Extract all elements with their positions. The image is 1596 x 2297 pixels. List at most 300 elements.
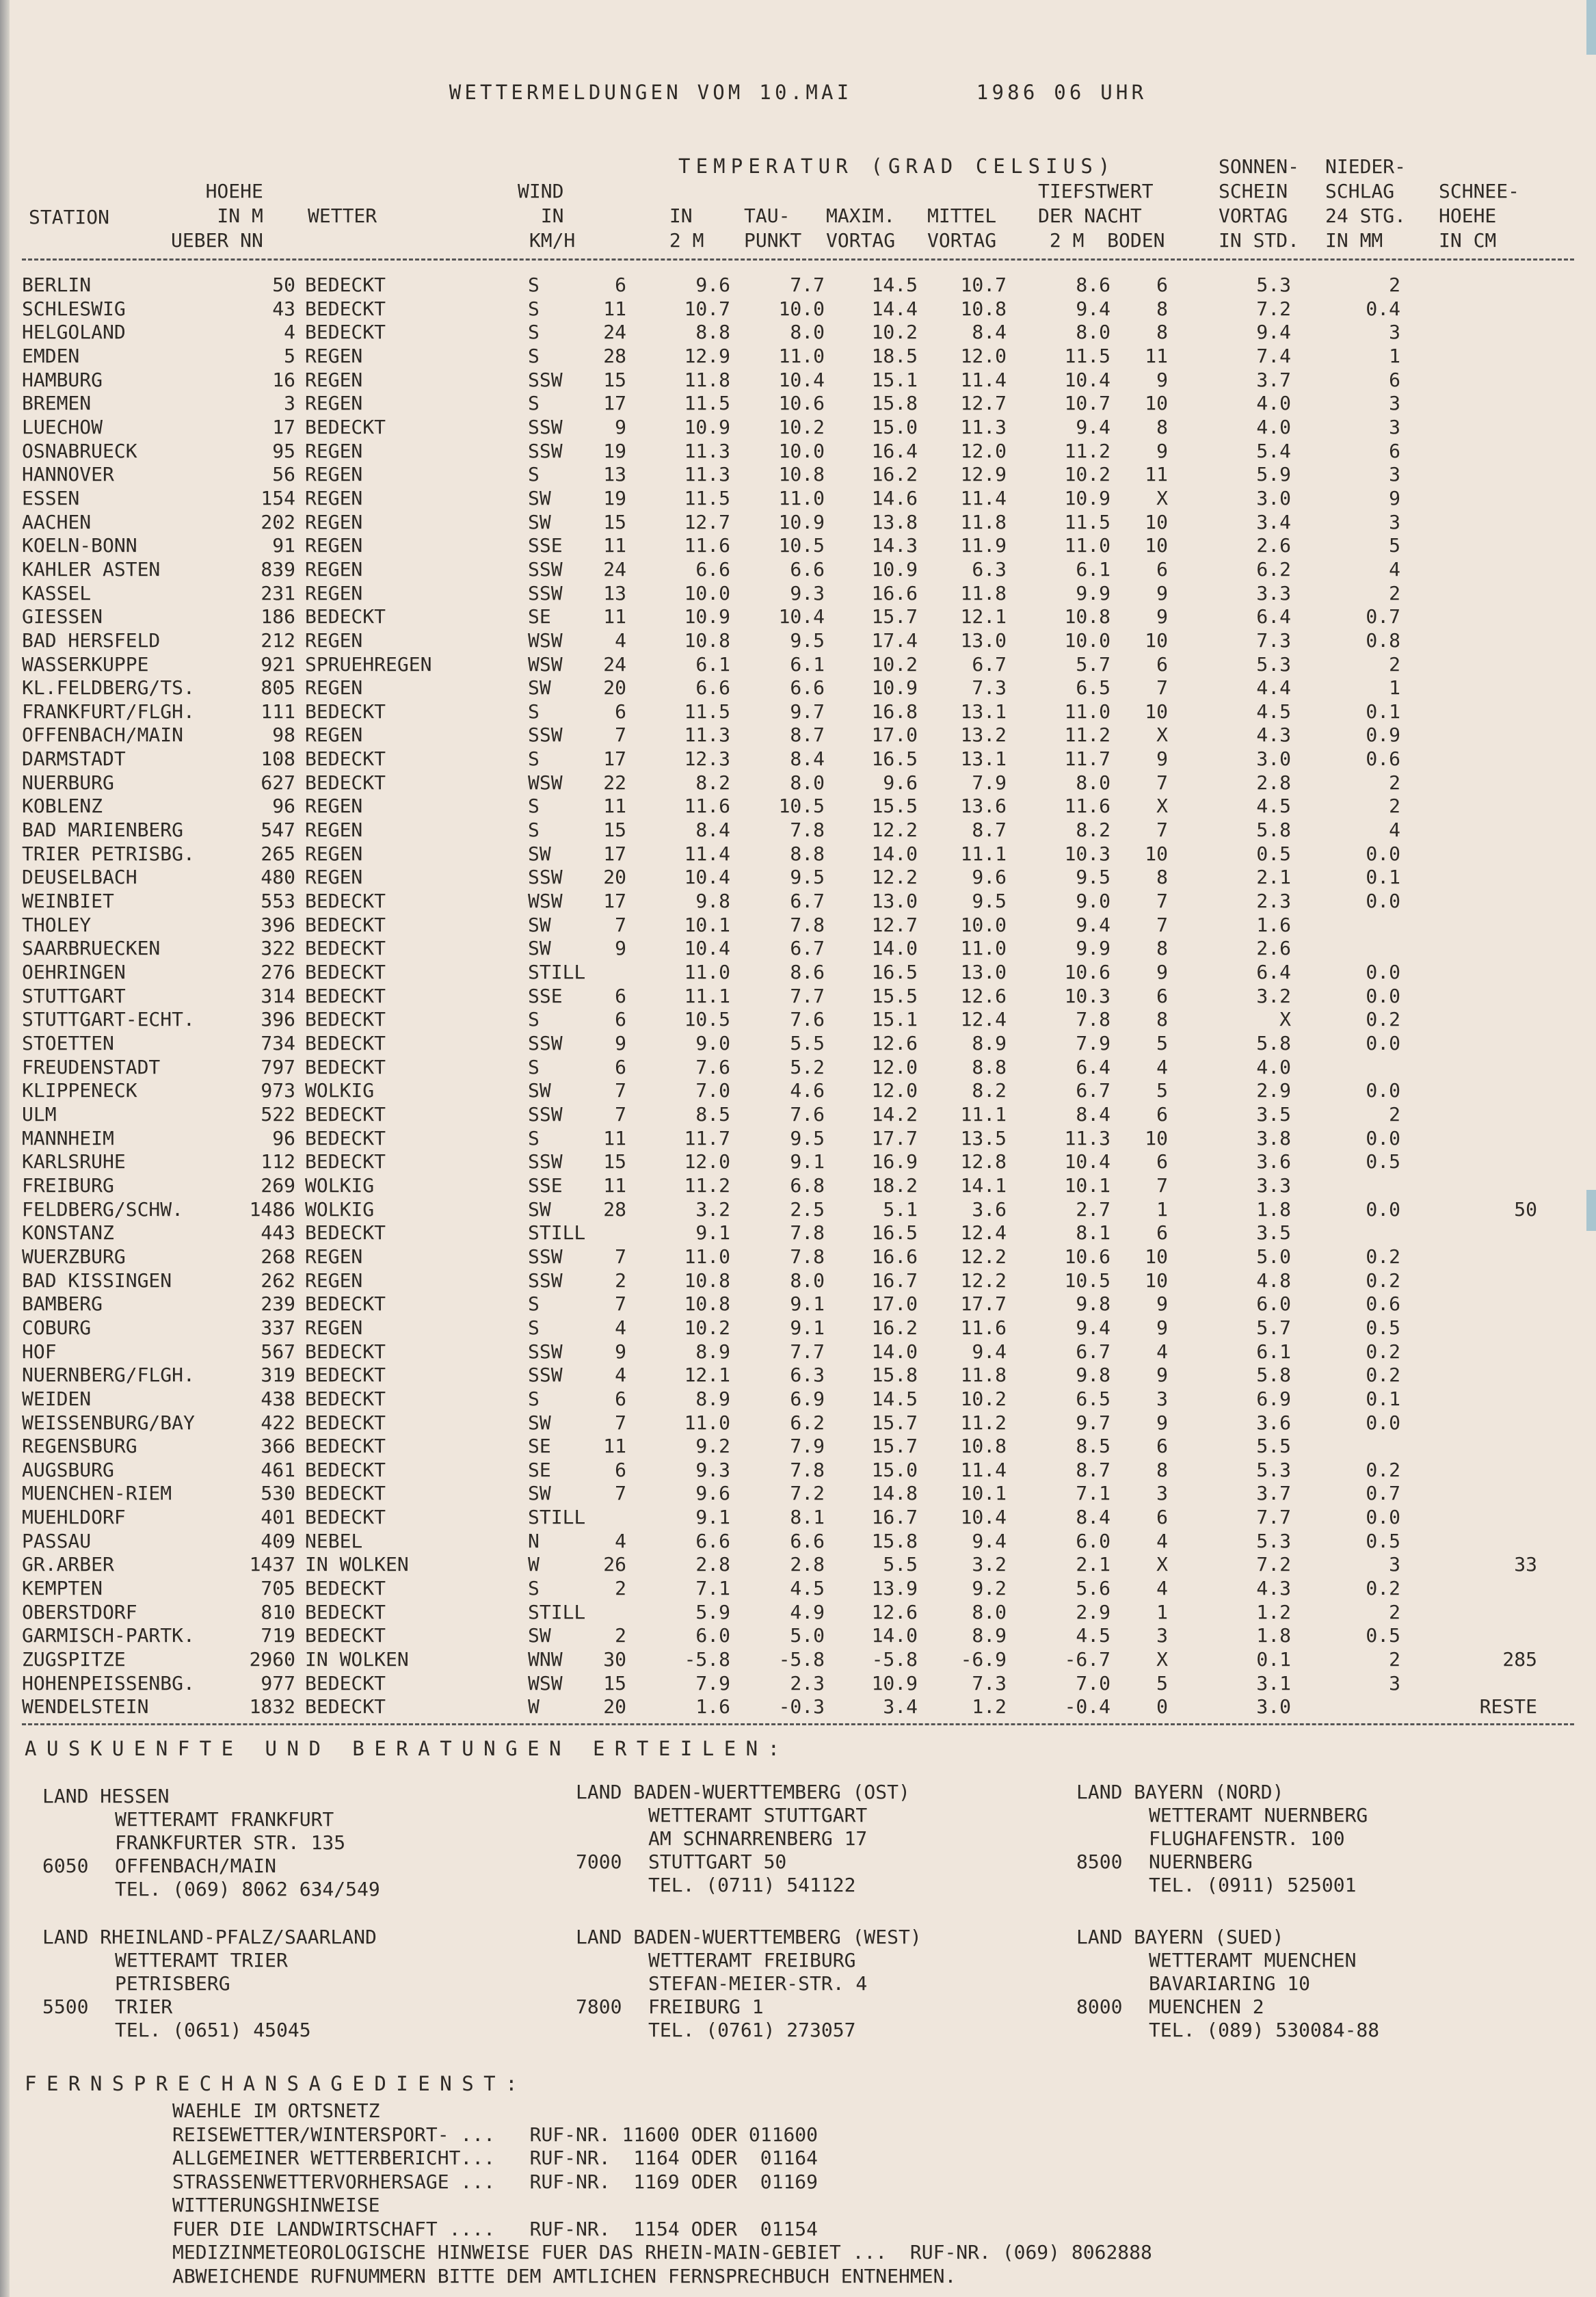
mean-temp: 12.4 <box>960 1221 1007 1245</box>
max-temp: 13.8 <box>871 510 918 533</box>
temp-2m: 9.1 <box>695 1506 730 1529</box>
elevation: 268 <box>261 1245 295 1268</box>
temp-2m: 10.5 <box>684 1008 730 1031</box>
wind-speed <box>588 961 626 985</box>
mean-temp: 12.4 <box>960 1008 1007 1031</box>
precipitation: 5 <box>1389 534 1400 557</box>
wind-speed: 7 <box>615 1245 626 1268</box>
precipitation: 0.0 <box>1366 1197 1400 1221</box>
elevation: 108 <box>261 747 295 771</box>
wind-direction: SSW <box>528 557 563 581</box>
elevation: 5 <box>284 344 295 367</box>
station-name: BAD HERSFELD <box>22 628 161 652</box>
table-row <box>22 534 1537 558</box>
street-address: FRANKFURTER STR. 135 <box>115 1831 346 1854</box>
weather: BEDECKT <box>305 890 386 913</box>
min-temp-2m: 11.6 <box>1064 795 1110 818</box>
table-row <box>22 1150 1537 1174</box>
snow-depth <box>1400 440 1537 464</box>
temp-2m: 11.0 <box>684 961 730 984</box>
street-address: BAVARIARING 10 <box>1149 1972 1311 1995</box>
table-row <box>22 1269 1537 1293</box>
precipitation: 0.2 <box>1366 1340 1400 1363</box>
min-temp-2m: 10.4 <box>1064 1150 1110 1173</box>
station-name: SCHLESWIG <box>22 297 126 320</box>
weather: REGEN <box>305 1269 363 1292</box>
mean-temp: 9.4 <box>972 1340 1007 1363</box>
temp-2m: 10.8 <box>684 1269 730 1292</box>
auskuenfte-title: AUSKUENFTE UND BERATUNGEN ERTEILEN: <box>25 1737 790 1760</box>
dewpoint: 10.4 <box>778 605 825 628</box>
mean-temp: 10.2 <box>960 1387 1007 1410</box>
dewpoint: 8.8 <box>790 842 825 865</box>
precipitation: 0.0 <box>1366 961 1400 984</box>
temp-2m: 11.6 <box>684 795 730 818</box>
mean-temp: 13.2 <box>960 723 1007 747</box>
elevation: 96 <box>272 795 295 818</box>
precipitation <box>1291 914 1400 938</box>
snow-depth <box>1400 1340 1537 1364</box>
header-tiefstwert: TIEFSTWERT DER NACHT 2 M BODEN <box>1038 180 1165 252</box>
region-name: LAND RHEINLAND-PFALZ/SAARLAND <box>42 1926 377 1948</box>
weather: REGEN <box>305 866 363 889</box>
min-temp-2m: 9.8 <box>1076 1292 1110 1316</box>
station-name: STUTTGART-ECHT. <box>22 1008 195 1031</box>
dewpoint: 9.1 <box>790 1292 825 1316</box>
dewpoint: 5.0 <box>790 1624 825 1647</box>
mean-temp: 11.3 <box>960 415 1007 438</box>
sunshine-hours: 7.4 <box>1256 344 1291 367</box>
wind-speed: 2 <box>615 1269 626 1292</box>
elevation: 239 <box>261 1292 295 1316</box>
table-row <box>22 1103 1537 1127</box>
office-name: WETTERAMT MUENCHEN <box>1149 1949 1357 1971</box>
min-temp-2m: 9.4 <box>1076 1316 1110 1339</box>
dewpoint: 7.8 <box>790 819 825 842</box>
table-row <box>22 297 1537 321</box>
sunshine-hours: 2.6 <box>1256 534 1291 557</box>
weather: BEDECKT <box>305 1292 386 1316</box>
elevation: 4 <box>284 321 295 344</box>
sunshine-hours: 6.0 <box>1256 1292 1291 1316</box>
table-row <box>22 700 1537 724</box>
station-name: KARLSRUHE <box>22 1150 126 1173</box>
street-address: AM SCHNARRENBERG 17 <box>648 1827 868 1850</box>
min-temp-ground: 9 <box>1156 368 1168 391</box>
table-row <box>22 961 1537 985</box>
mean-temp: 13.0 <box>960 628 1007 652</box>
wind-speed: 7 <box>615 1102 626 1126</box>
dewpoint: 2.8 <box>790 1553 825 1576</box>
wind-speed <box>588 1221 626 1245</box>
elevation: 396 <box>261 913 295 936</box>
max-temp: 14.2 <box>871 1102 918 1126</box>
max-temp: 14.4 <box>871 297 918 320</box>
snow-depth <box>1400 1127 1537 1151</box>
wind-speed: 4 <box>615 1529 626 1552</box>
dewpoint: 8.4 <box>790 747 825 771</box>
header-mittel: MITTEL VORTAG <box>927 204 997 252</box>
city-line <box>42 1995 377 2019</box>
max-temp: 15.0 <box>871 1458 918 1481</box>
min-temp-2m: 8.4 <box>1076 1102 1110 1126</box>
min-temp-2m: 4.5 <box>1076 1624 1110 1647</box>
sunshine-hours: 3.4 <box>1256 510 1291 533</box>
precipitation: 2 <box>1389 581 1400 605</box>
precipitation: 3 <box>1389 1553 1400 1576</box>
weather: BEDECKT <box>305 1458 386 1481</box>
max-temp: 16.5 <box>871 1221 918 1245</box>
precipitation: 0.5 <box>1366 1624 1400 1647</box>
precipitation: 0.0 <box>1366 1506 1400 1529</box>
weather: WOLKIG <box>305 1197 375 1221</box>
table-row <box>22 866 1537 890</box>
table-row <box>22 274 1537 297</box>
weather: REGEN <box>305 795 363 818</box>
min-temp-ground: 10 <box>1145 628 1168 652</box>
min-temp-2m: 10.3 <box>1064 984 1110 1007</box>
dewpoint: 10.5 <box>778 795 825 818</box>
wind-direction: WNW <box>528 1648 563 1671</box>
station-name: GIESSEN <box>22 605 103 628</box>
elevation: 186 <box>261 605 295 628</box>
weather: REGEN <box>305 486 363 509</box>
wind-speed: 11 <box>603 605 626 628</box>
table-row <box>22 795 1537 819</box>
station-name: FRANKFURT/FLGH. <box>22 700 195 723</box>
max-temp: 15.7 <box>871 1435 918 1458</box>
sunshine-hours: 5.9 <box>1256 463 1291 486</box>
weather: REGEN <box>305 510 363 533</box>
station-name: KOBLENZ <box>22 795 103 818</box>
elevation: 401 <box>261 1506 295 1529</box>
sunshine-hours: 0.1 <box>1256 1648 1291 1671</box>
snow-depth <box>1400 1008 1537 1032</box>
station-name: KOELN-BONN <box>22 534 137 557</box>
min-temp-ground: 6 <box>1156 1506 1168 1529</box>
wind-direction: S <box>528 1008 540 1031</box>
precipitation: 0.1 <box>1366 866 1400 889</box>
snow-depth: 285 <box>1502 1648 1537 1671</box>
dewpoint: 7.8 <box>790 1245 825 1268</box>
weather: REGEN <box>305 392 363 415</box>
temp-2m: 10.9 <box>684 605 730 628</box>
dewpoint: 10.9 <box>778 510 825 533</box>
max-temp: 14.3 <box>871 534 918 557</box>
table-row <box>22 582 1537 606</box>
station-name: BAD KISSINGEN <box>22 1269 172 1292</box>
max-temp: 13.9 <box>871 1577 918 1600</box>
dewpoint: 2.3 <box>790 1671 825 1695</box>
max-temp: 13.0 <box>871 890 918 913</box>
station-name: TRIER PETRISBG. <box>22 842 195 865</box>
weather: REGEN <box>305 819 363 842</box>
wind-speed: 19 <box>603 486 626 509</box>
region-name: LAND BADEN-WUERTTEMBERG (WEST) <box>576 1926 922 1948</box>
min-temp-ground: 9 <box>1156 747 1168 771</box>
dewpoint: 7.8 <box>790 1458 825 1481</box>
temp-2m: 11.3 <box>684 439 730 462</box>
min-temp-2m: 9.9 <box>1076 581 1110 605</box>
wind-direction: S <box>528 1577 540 1600</box>
wind-direction: WSW <box>528 890 563 913</box>
postal-code: 7800 <box>576 1995 622 2018</box>
wind-speed <box>588 1506 626 1530</box>
max-temp: 14.8 <box>871 1482 918 1505</box>
snow-depth: 50 <box>1514 1197 1537 1221</box>
max-temp: 14.6 <box>871 486 918 509</box>
dewpoint: 9.7 <box>790 700 825 723</box>
min-temp-ground: 6 <box>1156 1150 1168 1173</box>
elevation: 212 <box>261 628 295 652</box>
wind-direction: SW <box>528 937 551 960</box>
elevation: 627 <box>261 771 295 794</box>
wind-direction: S <box>528 1126 540 1150</box>
max-temp: 10.2 <box>871 321 918 344</box>
weather: BEDECKT <box>305 1411 386 1434</box>
snow-depth <box>1400 1482 1537 1506</box>
table-row <box>22 985 1537 1009</box>
sunshine-hours: 4.0 <box>1256 415 1291 438</box>
max-temp: 16.5 <box>871 961 918 984</box>
precipitation: 2 <box>1389 771 1400 794</box>
station-name: FREIBURG <box>22 1173 114 1197</box>
min-temp-2m: 10.1 <box>1064 1173 1110 1197</box>
station-name: OFFENBACH/MAIN <box>22 723 184 747</box>
wind-direction: SW <box>528 1482 551 1505</box>
snow-depth <box>1400 605 1537 629</box>
station-name: WASSERKUPPE <box>22 652 149 676</box>
min-temp-ground: 10 <box>1145 1269 1168 1292</box>
street-address: STEFAN-MEIER-STR. 4 <box>648 1972 868 1995</box>
min-temp-ground: 10 <box>1145 700 1168 723</box>
weather: REGEN <box>305 439 363 462</box>
max-temp: 16.4 <box>871 439 918 462</box>
min-temp-ground: 8 <box>1156 321 1168 344</box>
temp-2m: 3.2 <box>695 1197 730 1221</box>
sunshine-hours: 6.4 <box>1256 961 1291 984</box>
table-row <box>22 605 1537 629</box>
temp-2m: 10.0 <box>684 581 730 605</box>
elevation: 319 <box>261 1364 295 1387</box>
max-temp: 16.5 <box>871 747 918 771</box>
min-temp-ground: X <box>1156 486 1168 509</box>
min-temp-2m: 7.0 <box>1076 1671 1110 1695</box>
mean-temp: 9.2 <box>972 1577 1007 1600</box>
weather: REGEN <box>305 628 363 652</box>
wind-direction: S <box>528 819 540 842</box>
weather: BEDECKT <box>305 937 386 960</box>
elevation: 98 <box>272 723 295 747</box>
temp-2m: 10.8 <box>684 628 730 652</box>
city-line <box>576 1850 910 1874</box>
weather: BEDECKT <box>305 1671 386 1695</box>
wind-direction: SW <box>528 842 551 865</box>
elevation: 2960 <box>249 1648 295 1671</box>
header-wetter: WETTER <box>308 204 377 227</box>
wind-direction: S <box>528 392 540 415</box>
weather: REGEN <box>305 463 363 486</box>
wind-speed: 2 <box>615 1577 626 1600</box>
precipitation: 2 <box>1389 795 1400 818</box>
temp-2m: 11.1 <box>684 984 730 1007</box>
elevation: 839 <box>261 557 295 581</box>
min-temp-2m: 10.6 <box>1064 1245 1110 1268</box>
telephone: TEL. (0761) 273057 <box>648 2019 856 2041</box>
temp-2m: 10.4 <box>684 866 730 889</box>
dewpoint: -0.3 <box>778 1695 825 1718</box>
min-temp-2m: 2.7 <box>1076 1197 1110 1221</box>
mean-temp: 13.5 <box>960 1126 1007 1150</box>
min-temp-2m: 8.6 <box>1076 274 1110 296</box>
phone-service-line: WAEHLE IM ORTSNETZ <box>172 2099 380 2122</box>
max-temp: 14.0 <box>871 937 918 960</box>
dewpoint: 10.0 <box>778 439 825 462</box>
sunshine-hours: 6.1 <box>1256 1340 1291 1363</box>
min-temp-2m: 9.4 <box>1076 415 1110 438</box>
precipitation: 9 <box>1389 486 1400 509</box>
table-row <box>22 392 1537 416</box>
wind-direction: SW <box>528 1079 551 1102</box>
temp-2m: 12.7 <box>684 510 730 533</box>
station-name: GR.ARBER <box>22 1553 114 1576</box>
max-temp: 10.9 <box>871 1671 918 1695</box>
temp-2m: 9.3 <box>695 1458 730 1481</box>
weather: SPRUEHREGEN <box>305 652 432 676</box>
weather: BEDECKT <box>305 321 386 344</box>
dewpoint: 6.7 <box>790 890 825 913</box>
city-line <box>576 1995 922 2019</box>
precipitation: 0.0 <box>1366 1032 1400 1054</box>
wind-speed: 30 <box>603 1648 626 1671</box>
temperature-header: TEMPERATUR (GRAD CELSIUS) <box>678 155 1116 178</box>
sunshine-hours: 5.5 <box>1256 1435 1291 1458</box>
temp-2m: 7.6 <box>695 1055 730 1078</box>
temp-2m: 11.2 <box>684 1173 730 1197</box>
station-name: AACHEN <box>22 510 92 533</box>
min-temp-2m: 2.9 <box>1076 1600 1110 1623</box>
snow-depth <box>1400 1079 1537 1103</box>
wind-speed: 9 <box>615 1340 626 1363</box>
mean-temp: 8.9 <box>972 1032 1007 1054</box>
min-temp-ground: 10 <box>1145 392 1168 415</box>
min-temp-2m: 11.5 <box>1064 510 1110 533</box>
temp-2m: 12.9 <box>684 344 730 367</box>
weather: BEDECKT <box>305 1624 386 1647</box>
wind-direction: SW <box>528 913 551 936</box>
precipitation: 3 <box>1389 392 1400 415</box>
min-temp-2m: 10.7 <box>1064 392 1110 415</box>
sunshine-hours: 2.6 <box>1256 937 1291 960</box>
min-temp-2m: 5.6 <box>1076 1577 1110 1600</box>
elevation: 314 <box>261 984 295 1007</box>
elevation: 16 <box>272 368 295 391</box>
snow-depth <box>1400 1506 1537 1530</box>
city-name: OFFENBACH/MAIN <box>115 1855 277 1877</box>
min-temp-2m: 10.5 <box>1064 1269 1110 1292</box>
table-row <box>22 1079 1537 1103</box>
temp-2m: 9.0 <box>695 1032 730 1054</box>
min-temp-2m: -6.7 <box>1064 1648 1110 1671</box>
mean-temp: 12.1 <box>960 605 1007 628</box>
max-temp: 5.1 <box>883 1197 918 1221</box>
min-temp-ground: 6 <box>1156 984 1168 1007</box>
weather: BEDECKT <box>305 1435 386 1458</box>
precipitation: 4 <box>1389 557 1400 581</box>
header-station: STATION <box>29 206 110 228</box>
table-row <box>22 1672 1537 1696</box>
min-temp-ground: 9 <box>1156 1411 1168 1434</box>
dewpoint: 9.1 <box>790 1150 825 1173</box>
table-row <box>22 747 1537 771</box>
min-temp-2m: 9.7 <box>1076 1411 1110 1434</box>
temp-2m: 11.3 <box>684 723 730 747</box>
telephone: TEL. (0911) 525001 <box>1149 1874 1357 1896</box>
snow-depth <box>1400 842 1537 866</box>
precipitation: 3 <box>1389 510 1400 533</box>
elevation: 805 <box>261 676 295 700</box>
station-name: MANNHEIM <box>22 1126 114 1150</box>
precipitation: 6 <box>1389 439 1400 462</box>
temp-2m: 2.8 <box>695 1553 730 1576</box>
snow-depth <box>1400 723 1537 747</box>
station-name: LUECHOW <box>22 415 103 438</box>
wind-speed: 24 <box>603 557 626 581</box>
dewpoint: 2.5 <box>790 1197 825 1221</box>
sunshine-hours: 5.8 <box>1256 819 1291 842</box>
station-name: THOLEY <box>22 913 92 936</box>
wind-speed: 9 <box>615 1032 626 1054</box>
weather: BEDECKT <box>305 984 386 1007</box>
elevation: 461 <box>261 1458 295 1481</box>
precipitation: 0.2 <box>1366 1245 1400 1268</box>
dewpoint: 6.2 <box>790 1411 825 1434</box>
sunshine-hours: 7.3 <box>1256 628 1291 652</box>
dewpoint: 10.2 <box>778 415 825 438</box>
dewpoint: 7.6 <box>790 1102 825 1126</box>
sunshine-hours: 0.5 <box>1256 842 1291 865</box>
temp-2m: 11.0 <box>684 1245 730 1268</box>
table-row <box>22 1056 1537 1080</box>
dewpoint: 6.7 <box>790 937 825 960</box>
weather: BEDECKT <box>305 913 386 936</box>
precipitation: 6 <box>1389 368 1400 391</box>
station-name: WEIDEN <box>22 1387 92 1410</box>
min-temp-ground: 8 <box>1156 866 1168 889</box>
phone-service-line: MEDIZINMETEOROLOGISCHE HINWEISE FUER DAS RHEIN-MAIN-GEBIET ... RUF-NR. (069) 8062888 <box>172 2241 1152 2263</box>
station-name: KL.FELDBERG/TS. <box>22 676 195 700</box>
wind-direction: S <box>528 463 540 486</box>
table-row <box>22 321 1537 345</box>
mean-temp: 11.8 <box>960 510 1007 533</box>
temp-2m: 8.2 <box>695 771 730 794</box>
precipitation: 0.5 <box>1366 1150 1400 1173</box>
wind-speed: 11 <box>603 1173 626 1197</box>
wind-direction: WSW <box>528 1671 563 1695</box>
snow-depth <box>1400 534 1537 558</box>
max-temp: 12.7 <box>871 913 918 936</box>
table-row <box>22 511 1537 535</box>
min-temp-2m: 8.0 <box>1076 771 1110 794</box>
mean-temp: 9.5 <box>972 890 1007 913</box>
min-temp-2m: 9.4 <box>1076 297 1110 320</box>
station-name: ZUGSPITZE <box>22 1648 126 1671</box>
dewpoint: 9.5 <box>790 628 825 652</box>
wind-direction: SSW <box>528 1102 563 1126</box>
mean-temp: 12.0 <box>960 344 1007 367</box>
snow-depth <box>1400 1459 1537 1483</box>
wind-direction: STILL <box>528 1506 586 1529</box>
